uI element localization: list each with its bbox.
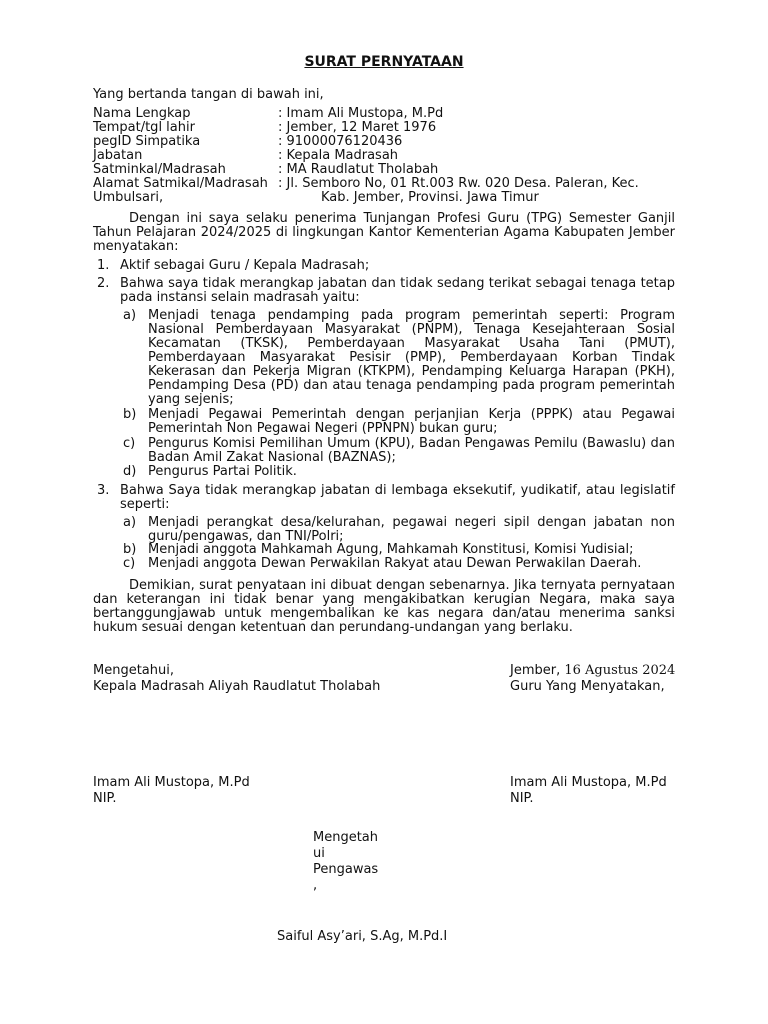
- supervisor-heading-line: ui: [313, 846, 325, 861]
- supervisor-name: Saiful Asy’ari, S.Ag, M.Pd.I: [277, 929, 448, 944]
- sub-item-text: Pengurus Partai Politik.: [148, 464, 297, 479]
- sub-item-2a: [123, 309, 675, 407]
- identity-value: : Kepala Madrasah: [278, 148, 399, 163]
- principal-nip: NIP.: [93, 791, 117, 806]
- statement-item-1: [93, 259, 675, 273]
- sub-item-2b: [123, 408, 675, 436]
- identity-label: Nama Lengkap: [93, 106, 191, 121]
- item-text: Aktif sebagai Guru / Kepala Madrasah;: [120, 258, 370, 273]
- left-signature-heading: [93, 664, 380, 694]
- identity-row: [93, 107, 683, 121]
- right-signature-name-block: [510, 776, 667, 806]
- item-number: 2.: [97, 276, 110, 291]
- sub-item-3b: [123, 543, 675, 557]
- identity-value: : 91000076120436: [278, 134, 403, 149]
- sub-item-letter: b): [123, 407, 137, 422]
- principal-name: Imam Ali Mustopa, M.Pd: [93, 775, 250, 790]
- address-cont-right: Kab. Jember, Provinsi. Jawa Timur: [321, 190, 539, 205]
- item-text: Bahwa Saya tidak merangkap jabatan di lembaga eksekutif, yudikatif, atau legislatif seperti:: [120, 483, 675, 512]
- closing-paragraph: Demikian, surat penyataan ini dibuat dengan sebenarnya. Jika ternyata pernyataan dan keterangan ini tidak benar yang mengakibatkan kerugian Negara, maka saya bertanggungjawab untuk mengembalikan ke kas negara dan/atau menerima sanksi hukum sesuai dengan ketentuan dan perundang-undangan yang berlaku.: [93, 578, 675, 635]
- identity-label: Satminkal/Madrasah: [93, 162, 226, 177]
- sub-item-text: Menjadi tenaga pendamping pada program pemerintah seperti: Program Nasional Pemberdayaan Masyarakat (PNPM), Tenaga Kesejahteraan Sosial Kecamatan (TKSK), Pemberdayaan Masyarakat Usaha Tani (PMUT), Pemberdayaan Masyarakat Pesisir (PMP), Pemberdayaan Korban Tindak Kekerasan dan Pekerja Migran (KTKPM), Pendamping Keluarga Harapan (PKH), Pendamping Desa (PD) dan atau tenaga pendamping pada program pemerintah yang sejenis;: [148, 308, 675, 407]
- sub-item-letter: a): [123, 308, 137, 323]
- item-number: 1.: [97, 258, 110, 273]
- identity-block: [93, 107, 683, 205]
- statement-item-2: [93, 277, 675, 305]
- address-cont-left: Umbulsari,: [93, 190, 164, 205]
- supervisor-heading-line: Pengawas: [313, 862, 379, 877]
- sub-item-text: Pengurus Komisi Pemilihan Umum (KPU), Badan Pengawas Pemilu (Bawaslu) dan Badan Amil Zakat Nasional (BAZNAS);: [148, 436, 675, 465]
- sub-item-3a: [123, 516, 675, 544]
- left-signature-name-block: [93, 776, 250, 806]
- date-label: 16 Agustus 2024: [564, 663, 676, 678]
- sub-item-text: Menjadi perangkat desa/kelurahan, pegawai negeri sipil dengan jabatan non guru/pengawas, dan TNI/Polri;: [148, 515, 675, 544]
- teacher-title: Guru Yang Menyatakan,: [510, 679, 665, 694]
- identity-row: [93, 177, 683, 191]
- identity-label: Tempat/tgl lahir: [93, 120, 195, 135]
- teacher-nip: NIP.: [510, 791, 534, 806]
- identity-row: [93, 121, 683, 135]
- identity-value: : Jl. Semboro No, 01 Rt.003 Rw. 020 Desa. Paleran, Kec.: [278, 176, 639, 191]
- identity-value: : MA Raudlatut Tholabah: [278, 162, 439, 177]
- intro-text: Yang bertanda tangan di bawah ini,: [93, 87, 324, 102]
- identity-label: Jabatan: [93, 148, 143, 163]
- sub-item-text: Menjadi anggota Mahkamah Agung, Mahkamah Konstitusi, Komisi Yudisial;: [148, 542, 634, 557]
- sub-item-letter: c): [123, 556, 136, 571]
- teacher-name: Imam Ali Mustopa, M.Pd: [510, 775, 667, 790]
- sub-item-letter: c): [123, 436, 136, 451]
- statement-paragraph: Dengan ini saya selaku penerima Tunjangan Profesi Guru (TPG) Semester Ganjil Tahun Pelajaran 2024/2025 di lingkungan Kantor Kementerian Agama Kabupaten Jember menyatakan:: [93, 211, 675, 254]
- sub-item-text: Menjadi Pegawai Pemerintah dengan perjanjian Kerja (PPPK) atau Pegawai Pemerintah Non Pegawai Negeri (PPNPN) bukan guru;: [148, 407, 675, 436]
- sub-item-letter: b): [123, 542, 137, 557]
- sub-item-2d: [123, 465, 675, 479]
- identity-label: pegID Simpatika: [93, 134, 201, 149]
- identity-row: [93, 135, 683, 149]
- identity-address-continuation: [93, 191, 683, 205]
- acknowledged-label: Mengetahui,: [93, 663, 174, 678]
- sub-item-text: Menjadi anggota Dewan Perwakilan Rakyat atau Dewan Perwakilan Daerah.: [148, 556, 642, 571]
- sub-item-letter: a): [123, 515, 137, 530]
- place-label: Jember,: [510, 663, 565, 678]
- sub-item-3c: [123, 557, 675, 571]
- right-signature-heading: [510, 664, 675, 694]
- identity-value: : Jember, 12 Maret 1976: [278, 120, 437, 135]
- principal-title: Kepala Madrasah Aliyah Raudlatut Tholabah: [93, 679, 381, 694]
- identity-value: : Imam Ali Mustopa, M.Pd: [278, 106, 444, 121]
- identity-row: [93, 163, 683, 177]
- sub-item-2c: [123, 437, 675, 465]
- supervisor-heading-line: Mengetah: [313, 830, 379, 845]
- identity-label: Alamat Satmikal/Madrasah: [93, 176, 268, 191]
- place-date: [510, 664, 675, 678]
- sub-item-letter: d): [123, 464, 137, 479]
- statement-item-3: [93, 484, 675, 512]
- item-number: 3.: [97, 483, 110, 498]
- document-title: SURAT PERNYATAAN: [304, 54, 464, 70]
- item-text: Bahwa saya tidak merangkap jabatan dan tidak sedang terikat sebagai tenaga tetap pada instansi selain madrasah yaitu:: [120, 276, 675, 305]
- supervisor-heading: [313, 830, 383, 894]
- identity-row: [93, 149, 683, 163]
- supervisor-heading-line: ,: [313, 878, 318, 893]
